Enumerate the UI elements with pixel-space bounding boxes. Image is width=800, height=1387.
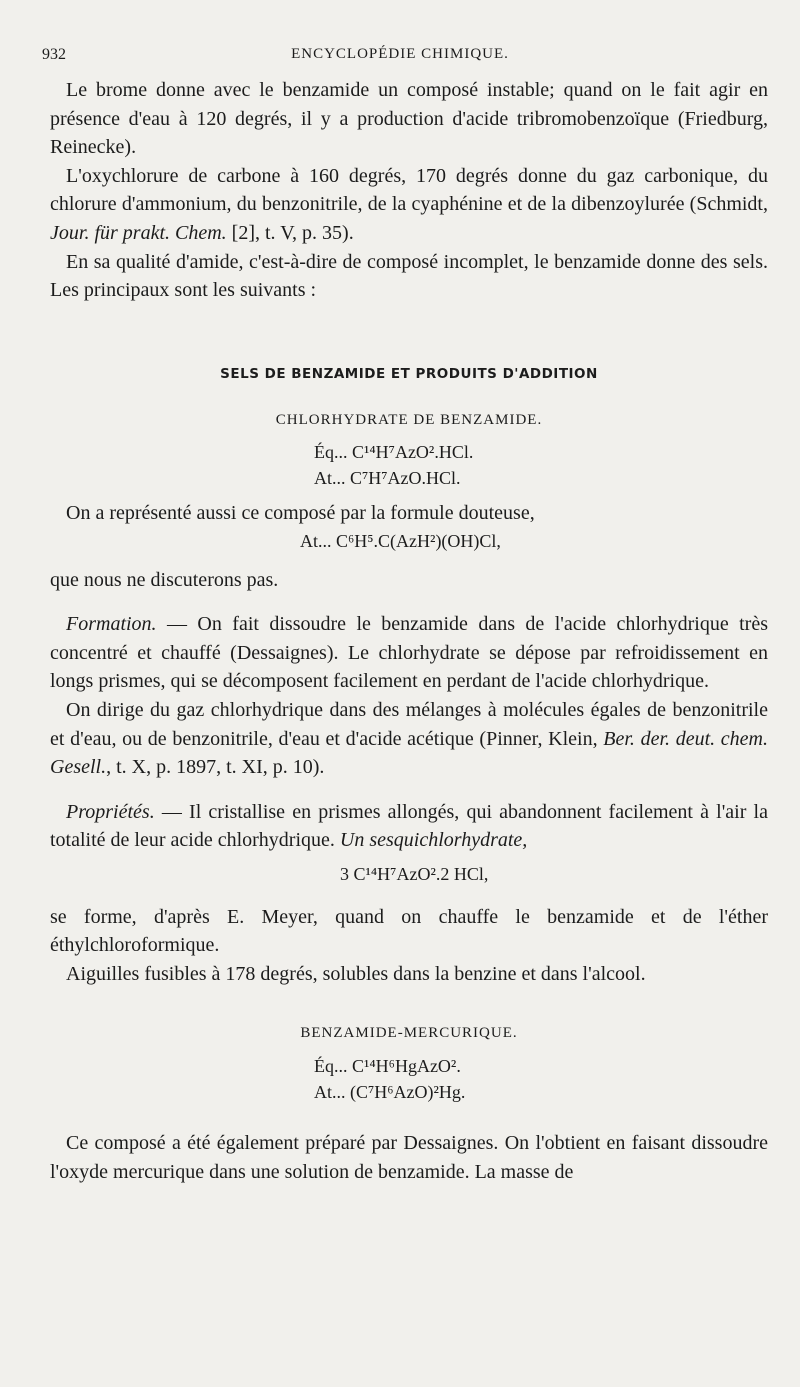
formula-equivalent: Éq... C¹⁴H⁷AzO².HCl. [314,441,474,462]
page-body [50,76,768,1186]
formula-douteuse: At... C⁶H⁵.C(AzH²)(OH)Cl, [300,530,501,551]
paragraph-proprietes [50,798,768,855]
formula-atomic: At... C⁷H⁷AzO.HCl. [314,467,461,488]
text: , t. X, p. 1897, t. XI, p. 10). [106,756,325,779]
running-title: ENCYCLOPÉDIE CHIMIQUE. [291,46,509,62]
paragraph-dessaignes: Ce composé a été également préparé par Dessaignes. On l'obtient en faisant dissoudre l'oxyde mercurique dans une solution de benzamide. La masse de [50,1132,768,1183]
paragraph-formation [50,610,768,696]
text: — Il cristallise en prismes allongés, qui abandonnent facilement à l'air la totalité de leur acide chlorhydrique. [50,800,768,852]
paragraph-gaz-chlorhydrique [50,696,768,782]
text: L'oxychlorure de carbone à 160 degrés, 170 degrés donne du gaz carbonique, du chlorure d'ammonium, du benzonitrile, de la cyaphénine et de la dibenzoylurée (Schmidt, [50,164,768,216]
text: — On fait dissoudre le benzamide dans de l'acide chlorhydrique très concentré et chauffé (Dessaignes). Le chlorhydrate se dépose par refroidissement en longs prismes, qui se décomposent facilement en perdant de l'acide chlorhydrique. [50,613,768,693]
subsection-heading-chlorhydrate: CHLORHYDRATE DE BENZAMIDE. [275,412,543,429]
formula-atomic: At... (C⁷H⁶AzO)²Hg. [314,1082,466,1103]
text: [2], t. V, p. 35). [226,221,354,244]
label-formation: Formation. [66,613,157,636]
paragraph-amide: En sa qualité d'amide, c'est-à-dire de composé incomplet, le benzamide donne des sels. Les principaux sont les suivants : [50,250,768,302]
paragraph-formule-douteuse: On a représenté aussi ce composé par la formule douteuse, [66,501,535,524]
text: On dirige du gaz chlorhydrique dans des mélanges à molécules égales de benzonitrile et d'eau, ou de benzonitrile, d'eau et d'acide acétique (Pinner, Klein, [50,698,768,750]
paragraph-meyer: se forme, d'après E. Meyer, quand on chauffe le benzamide et de l'éther éthylchloroformique. [50,905,768,957]
journal-title: Ber. der. deut. chem. Gesell. [50,727,769,779]
formula-equivalent: Éq... C¹⁴H⁶HgAzO². [314,1056,461,1077]
term-sesquichlorhydrate: Un sesquichlorhydrate, [339,829,528,852]
paragraph-oxychlorure [50,162,768,248]
section-heading: SELS DE BENZAMIDE ET PRODUITS D'ADDITION [220,365,598,382]
label-proprietes: Propriétés. [66,800,155,823]
formula-block-mercurique [50,1053,768,1105]
paragraph-aiguilles: Aiguilles fusibles à 178 degrés, solubles dans la benzine et dans l'alcool. [66,963,646,986]
paragraph-brome: Le brome donne avec le benzamide un composé instable; quand on le fait agir en présence d'eau à 120 degrés, il y a production d'acide tribromobenzoïque (Friedburg, Reinecke). [50,79,768,159]
formula-sesquichlorhydrate: 3 C¹⁴H⁷AzO².2 HCl, [340,863,489,884]
journal-title: Jour. für prakt. Chem. [50,221,227,244]
page-number: 932 [42,46,66,63]
formula-block [50,439,768,491]
subsection-heading-mercurique: BENZAMIDE-MERCURIQUE. [300,1024,518,1041]
paragraph-discussion: que nous ne discuterons pas. [50,568,279,591]
page-header [42,46,758,70]
